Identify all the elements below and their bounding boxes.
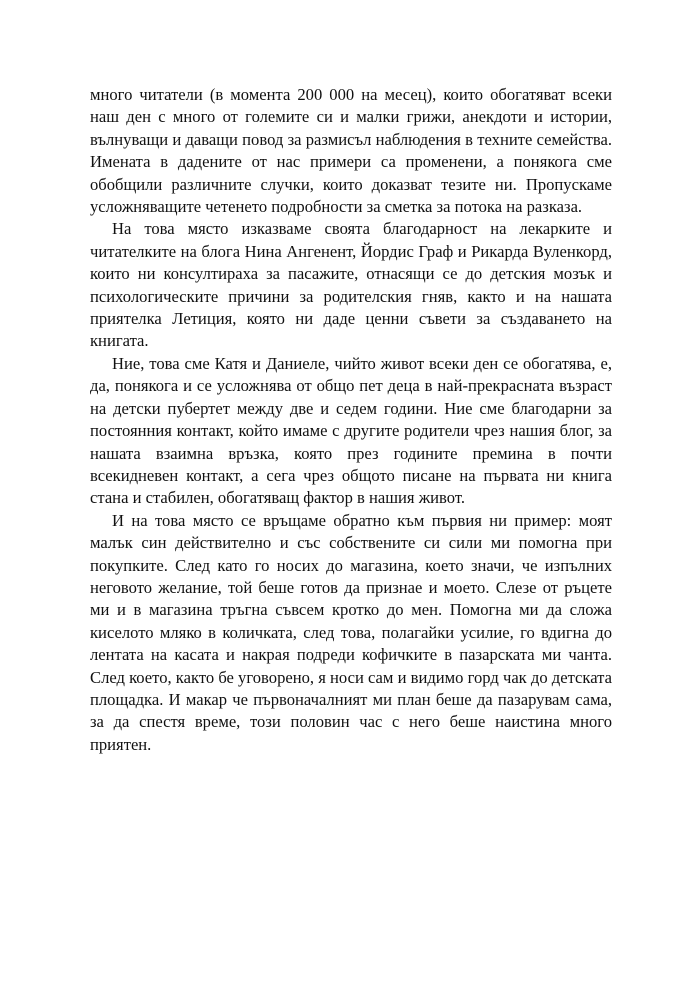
- paragraph-2: На това място изказваме своята благодарност на лекарките и читателките на блога Нина Ангенент, Йордис Граф и Рикарда Вуленкорд, които ни консултираха за пасажите, отнасящи се до детския мозък и психологическите причини за родителския гняв, както и на нашата приятелка Летиция, която ни даде ценни съвети за създаването на книгата.: [90, 219, 612, 351]
- paragraph-4: И на това място се връщаме обратно към първия ни пример: моят малък син действително и със собствените си сили ми помогна при покупките. След като го носих до магазина, което значи, че изпълних неговото желание, той беше готов да признае и моето. Слезе от ръцете ми и в магазина тръгна съвсем кротко до мен. Помогна ми да сложа киселото мляко в количката, след това, полагайки усилие, го вдигна до лентата на касата и накрая подреди кофичките в пазарската ми чанта. След което, както бе уговорено, я носи сам и видимо горд чак до детската площадка. И макар че първоначалният ми план беше да пазарувам сама, за да спестя време, този половин час с него беше наистина много приятен.: [90, 510, 612, 754]
- paragraph-3: Ние, това сме Катя и Даниеле, чийто живот всеки ден се обогатява, е, да, понякога и се усложнява от общо пет деца в най-прекрасната възраст на детски пубертет между две и седем години. Ние сме благодарни за постоянния контакт, който имаме с другите родители чрез нашия блог, за нашата взаимна връзка, която през годините премина в почти всекидневен контакт, а сега чрез общото писане на първата ни книга стана и стабилен, обогатяващ фактор в нашия живот.: [90, 353, 612, 508]
- paragraph-1: много читатели (в момента 200 000 на месец), които обогатяват всеки наш ден с много от големите си и малки грижи, анекдоти и истории, вълнуващи и даващи повод за размисъл наблюдения в техните семейства. Имената в дадените от нас примери са променени, а понякога сме обобщили различните случки, които доказват тезите ни. Пропускаме усложняващите четенето подробности за сметка за потока на разказа.: [90, 85, 612, 217]
- body-text: [90, 84, 612, 756]
